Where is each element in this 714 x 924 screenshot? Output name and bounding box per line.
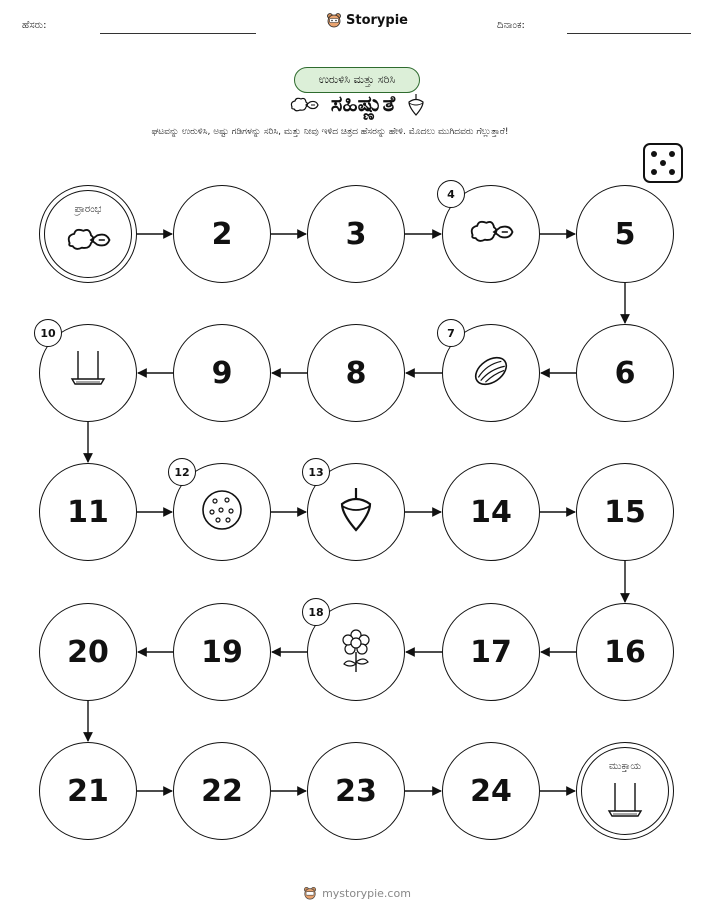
board-cell-9[interactable] (173, 324, 271, 422)
subtitle-pill: ಉರುಳಿಸಿ ಮತ್ತು ಸರಿಸಿ (294, 67, 420, 93)
cell-number: 3 (345, 216, 367, 252)
swing-icon (68, 349, 108, 397)
cell-number: 23 (335, 773, 377, 809)
cookie-icon (200, 488, 244, 536)
board-cell-19[interactable] (173, 603, 271, 701)
footer-site: mystorypie.com (322, 886, 411, 900)
board-cell-10[interactable] (39, 324, 137, 422)
start-label: ಪ್ರಾರಂಭ (74, 204, 102, 215)
cell-number: 9 (211, 355, 233, 391)
board-cell-18[interactable] (307, 603, 405, 701)
board-cell-14[interactable] (442, 463, 540, 561)
cell-number: 2 (211, 216, 233, 252)
swing-icon (577, 781, 673, 825)
board-cell-4[interactable] (442, 185, 540, 283)
cell-number-badge: 4 (437, 180, 465, 208)
cell-number: 15 (604, 494, 646, 530)
board-cell-1[interactable] (39, 185, 137, 283)
cell-number-badge: 10 (34, 319, 62, 347)
cell-number-badge: 12 (168, 458, 196, 486)
board-cell-17[interactable] (442, 603, 540, 701)
board-cell-23[interactable] (307, 742, 405, 840)
cell-number: 22 (201, 773, 243, 809)
cell-number: 21 (67, 773, 109, 809)
board-cell-24[interactable] (442, 742, 540, 840)
board-cell-7[interactable] (442, 324, 540, 422)
board-cell-15[interactable] (576, 463, 674, 561)
cell-number: 19 (201, 634, 243, 670)
board-cell-16[interactable] (576, 603, 674, 701)
board-cell-8[interactable] (307, 324, 405, 422)
cell-number: 8 (345, 355, 367, 391)
board-cell-12[interactable] (173, 463, 271, 561)
cell-number-badge: 18 (302, 598, 330, 626)
blowing-wind-icon (40, 224, 136, 256)
spinning-top-icon (338, 486, 374, 538)
cell-number: 16 (604, 634, 646, 670)
cell-number: 5 (614, 216, 636, 252)
cell-number-badge: 7 (437, 319, 465, 347)
cell-number: 24 (470, 773, 512, 809)
board-cell-21[interactable] (39, 742, 137, 840)
brand-name: Storypie (346, 12, 408, 28)
bear-mascot-icon (303, 886, 317, 900)
blowing-wind-icon (468, 216, 514, 252)
page-title: ಸಹಿಷ್ಣುತೆ (330, 92, 396, 117)
cell-number: 20 (67, 634, 109, 670)
board-cell-22[interactable] (173, 742, 271, 840)
date-label: ದಿನಾಂಕ: (497, 20, 525, 31)
flower-icon (336, 626, 376, 678)
board-cell-6[interactable] (576, 324, 674, 422)
finish-label: ಮುಕ್ತಾಯ (608, 761, 642, 772)
board-cell-20[interactable] (39, 603, 137, 701)
board-cell-25[interactable] (576, 742, 674, 840)
almond-icon (471, 351, 511, 395)
board-cell-13[interactable] (307, 463, 405, 561)
cell-number-badge: 13 (302, 458, 330, 486)
board-cell-3[interactable] (307, 185, 405, 283)
board-cell-5[interactable] (576, 185, 674, 283)
cell-number: 11 (67, 494, 109, 530)
footer (0, 886, 714, 900)
board-cell-2[interactable] (173, 185, 271, 283)
cell-number: 14 (470, 494, 512, 530)
cell-number: 17 (470, 634, 512, 670)
instructions-text: ಘಟವನ್ನು ಉರುಳಿಸಿ, ಅಷ್ಟು ಗಡಿಗಳನ್ನು ಸರಿಸಿ, ಮತ್ತು ನೀವು ಇಳಿದ ಚಿತ್ರದ ಹೆಸರನ್ನು ಹೇಳಿ. ಮೊದಲು ಮುಗಿದವರು ಗೆಲ್ಲುತ್ತಾರೆ! (151, 127, 509, 137)
cell-number: 6 (614, 355, 636, 391)
name-label: ಹೆಸರು: (22, 20, 47, 31)
board-cell-11[interactable] (39, 463, 137, 561)
